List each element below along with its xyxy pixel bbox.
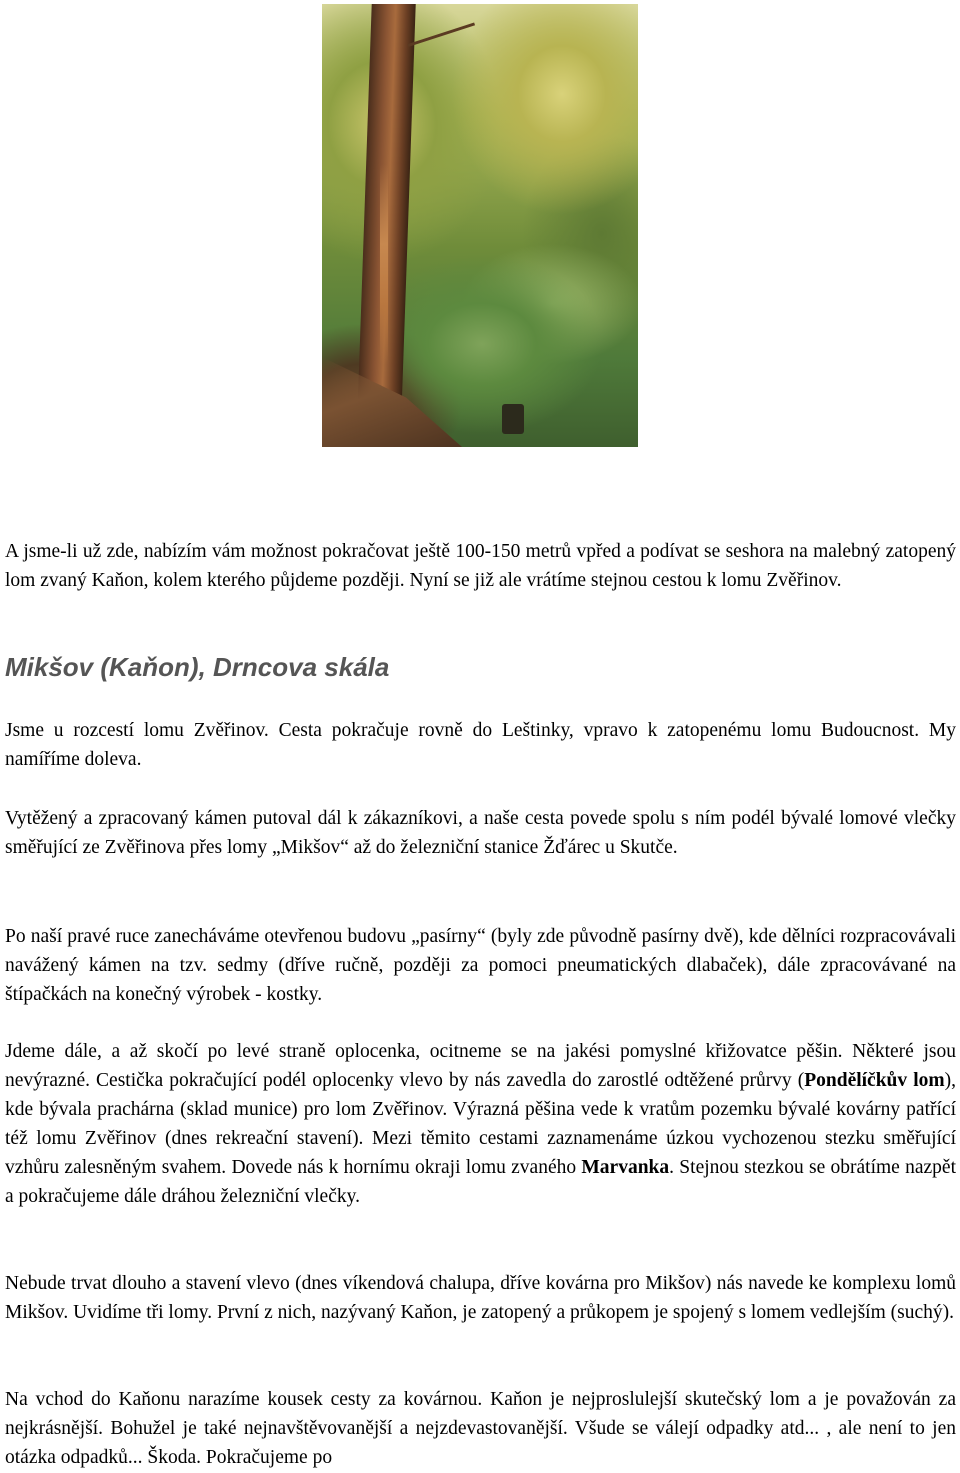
marvanka-name: Marvanka xyxy=(581,1157,670,1178)
paragraph-crossroads: Jsme u rozcestí lomu Zvěřinov. Cesta pokračuje rovně do Leštinky, vpravo k zatopenému lomu Budoucnost. My namíříme doleva. xyxy=(5,720,956,770)
paragraph-stone-transport: Vytěžený a zpracovaný kámen putoval dál k zákazníkovi, a naše cesta povede spolu s ním podél bývalé lomové vlečky směřující ze Zvěřinova přes lomy „Mikšov“ až do železniční stanice Žďárec u Skutče. xyxy=(5,808,956,858)
tree-branch xyxy=(408,22,476,46)
paragraph-pasirna: Po naší pravé ruce zanecháváme otevřenou budovu „pasírny“ (byly zde původně pasírny dvě), kde dělníci rozpracovávali navážený kámen na tzv. sedmy (dříve ručně, později za pomoci pneumatických dlabaček), dále zpracovávané na štípačkách na konečný výrobek - kostky. xyxy=(5,926,956,1005)
paragraph-paths xyxy=(5,1037,956,1211)
paragraph-paths-part1: Jdeme dále, a až skočí po levé straně oplocenka, ocitneme se na jakési pomyslné křižovatce pěšin. Některé jsou nevýrazné. Cestička pokračující podél oplocenky vlevo by nás zavedla do zarostlé odtěžené průrvy ( xyxy=(5,1041,956,1091)
paragraph-paths-part3: . Stejnou stezkou se obrátíme nazpět a pokračujeme dále dráhou železniční vlečky. xyxy=(5,1157,956,1207)
paragraph-miksov-complex: Nebude trvat dlouho a stavení vlevo (dnes víkendová chalupa, dříve kovárna pro Mikšov) nás navede ke komplexu lomů Mikšov. Uvidíme tři lomy. První z nich, nazývaný Kaňon, je zatopený a průkopem je spojený s lomem vedlejším (suchý). xyxy=(5,1273,956,1323)
tree-trunk-highlight xyxy=(380,164,388,364)
intro-paragraph: A jsme-li už zde, nabízím vám možnost pokračovat ještě 100-150 metrů vpřed a podívat se seshora na malebný zatopený lom zvaný Kaňon, kolem kterého půjdeme později. Nyní se již ale vrátíme stejnou cestou k lomu Zvěřinov. xyxy=(5,541,956,591)
paragraph-paths-part2: ), kde bývala prachárna (sklad munice) pro lom Zvěřinov. Výrazná pěšina vede k vratům pozemku bývalé kovárny patřící též lomu Zvěřinov (dnes rekreační stavení). Mezi těmito cestami zaznamenáme úzkou vychozenou stezku směřující vzhůru zalesněným svahem. Dovede nás k hornímu okraji lomu zvaného xyxy=(5,1070,956,1178)
paragraph-kanon-entrance: Na vchod do Kaňonu narazíme kousek cesty za kovárnou. Kaňon je nejproslulejší skutečský lom a je považován za nejkrásnější. Bohužel je také nejnavštěvovanější a nejzdevastovanější. Všude se válejí odpadky atd... , ale není to jen otázka odpadků... Škoda. Pokračujeme po xyxy=(5,1389,956,1468)
section-heading: Mikšov (Kaňon), Drncova skála xyxy=(5,652,390,682)
water-stump xyxy=(502,404,524,434)
forest-quarry-photo xyxy=(322,4,638,447)
pondelickuv-lom-name: Pondělíčkův lom xyxy=(804,1070,945,1091)
